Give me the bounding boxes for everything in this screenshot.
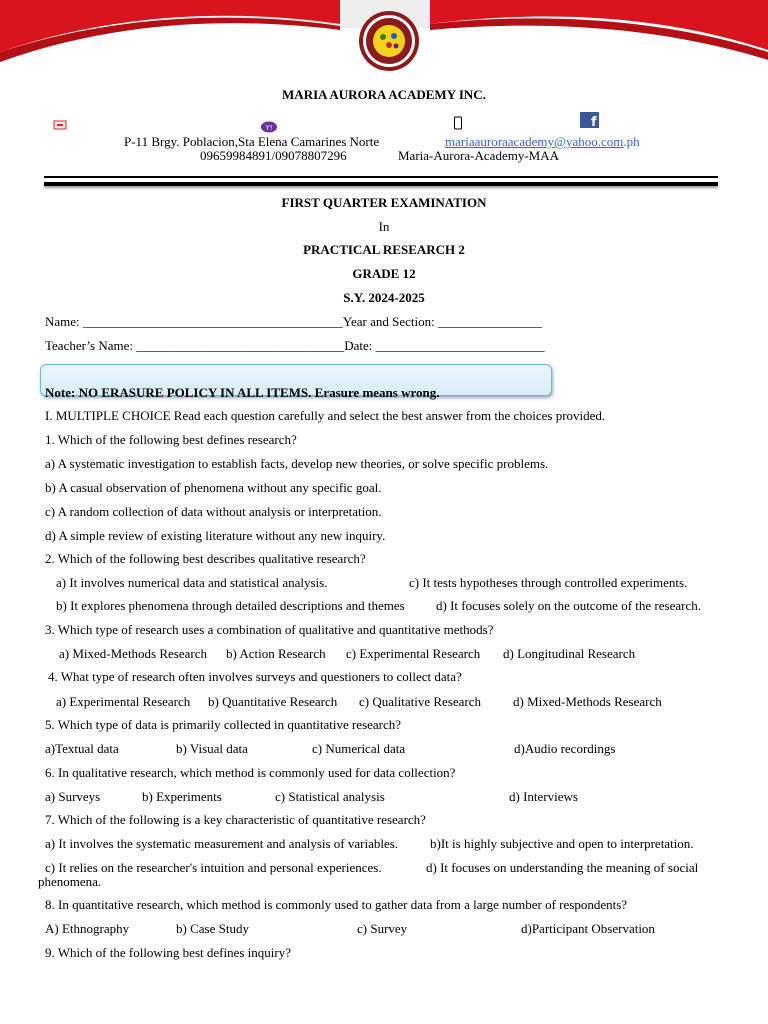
question-8: 8. In quantitative research, which method is commonly used to gather data from a large number of respondents? [45,897,628,912]
question-9: 9. Which of the following best defines inquiry? [45,945,291,960]
phone-icon [453,116,463,130]
school-facebook: Maria-Aurora-Academy-MAA [398,148,559,163]
svg-text:f: f [591,115,597,128]
question-4-option-d: d) Mixed-Methods Research [513,694,662,709]
question-4-option-b: b) Quantitative Research [208,694,338,709]
question-7-option-b: b)It is highly subjective and open to interpretation. [430,836,694,851]
question-4-option-c: c) Qualitative Research [359,694,481,709]
question-8-option-d: d)Participant Observation [521,921,655,936]
question-3-option-a: a) Mixed-Methods Research [59,646,208,661]
question-2-option-d: d) It focuses solely on the outcome of the research. [436,598,701,613]
question-8-option-c: c) Survey [357,921,408,936]
teacher-field-line[interactable]: Teacher’s Name: ________________________________Date: __________________________ [45,338,545,353]
svg-text:Y!: Y! [265,124,273,132]
question-4: 4. What type of research often involves surveys and questioners to collect data? [48,669,462,684]
school-email-suffix: .ph [623,134,640,149]
question-5-option-d: d)Audio recordings [514,741,616,756]
school-seal-logo [348,10,430,72]
question-3-option-d: d) Longitudinal Research [503,646,636,661]
question-6-option-d: d) Interviews [509,789,578,804]
instructions: I. MULTIPLE CHOICE Read each question carefully and select the best answer from the choices provided. [45,408,606,423]
exam-title: FIRST QUARTER EXAMINATION [281,195,487,210]
question-7-option-c: c) It relies on the researcher's intuition and personal experiences. [45,860,382,875]
question-2-option-a: a) It involves numerical data and statistical analysis. [56,575,328,590]
question-2: 2. Which of the following best describes qualitative research? [45,551,366,566]
erasure-note: Note: NO ERASURE POLICY IN ALL ITEMS. Erasure means wrong. [45,385,440,400]
question-3-option-b: b) Action Research [226,646,326,661]
name-field-line[interactable]: Name: ________________________________________Year and Section: ________________ [45,314,542,329]
header-divider-thick [44,182,718,186]
question-5-option-a: a)Textual data [45,741,119,756]
question-8-option-a: A) Ethnography [45,921,130,936]
question-5: 5. Which type of data is primarily collected in quantitative research? [45,717,402,732]
question-5-option-c: c) Numerical data [312,741,406,756]
question-2-option-c: c) It tests hypotheses through controlled experiments. [409,575,688,590]
location-icon [53,119,67,131]
school-name: MARIA AURORA ACADEMY INC. [282,87,486,102]
exam-subject: PRACTICAL RESEARCH 2 [303,242,465,257]
exam-in: In [378,219,390,234]
question-6-option-b: b) Experiments [142,789,222,804]
question-3: 3. Which type of research uses a combination of qualitative and quantitative methods? [45,622,494,637]
exam-grade: GRADE 12 [352,266,416,281]
question-6-option-a: a) Surveys [45,789,101,804]
question-7-option-a: a) It involves the systematic measurement and analysis of variables. [45,836,399,851]
facebook-icon [580,112,599,128]
question-1: 1. Which of the following best defines research? [45,432,297,447]
header-divider-thin [44,176,718,178]
question-4-option-a: a) Experimental Research [56,694,191,709]
question-3-option-c: c) Experimental Research [346,646,481,661]
question-7-option-d-continued: phenomena. [38,874,102,889]
question-6: 6. In qualitative research, which method is commonly used for data collection? [45,765,456,780]
question-1-option-b: b) A casual observation of phenomena without any specific goal. [45,480,382,495]
question-1-option-d: d) A simple review of existing literature without any new inquiry. [45,528,386,543]
question-5-option-b: b) Visual data [176,741,248,756]
school-address: P-11 Brgy. Poblacion,Sta Elena Camarines Norte [124,134,380,149]
school-phones: 09659984891/09078807296 [200,148,347,163]
question-6-option-c: c) Statistical analysis [275,789,385,804]
exam-school-year: S.Y. 2024-2025 [343,290,425,305]
question-2-option-b: b) It explores phenomena through detailed descriptions and themes [56,598,405,613]
yahoo-mail-icon [260,121,278,133]
question-8-option-b: b) Case Study [176,921,249,936]
question-1-option-c: c) A random collection of data without analysis or interpretation. [45,504,382,519]
question-1-option-a: a) A systematic investigation to establish facts, develop new theories, or solve specific problems. [45,456,549,471]
school-email-link[interactable]: mariaauroraacademy@yahoo.com [445,134,624,149]
question-7: 7. Which of the following is a key characteristic of quantitative research? [45,812,426,827]
question-7-option-d: d) It focuses on understanding the meaning of social [426,860,699,875]
